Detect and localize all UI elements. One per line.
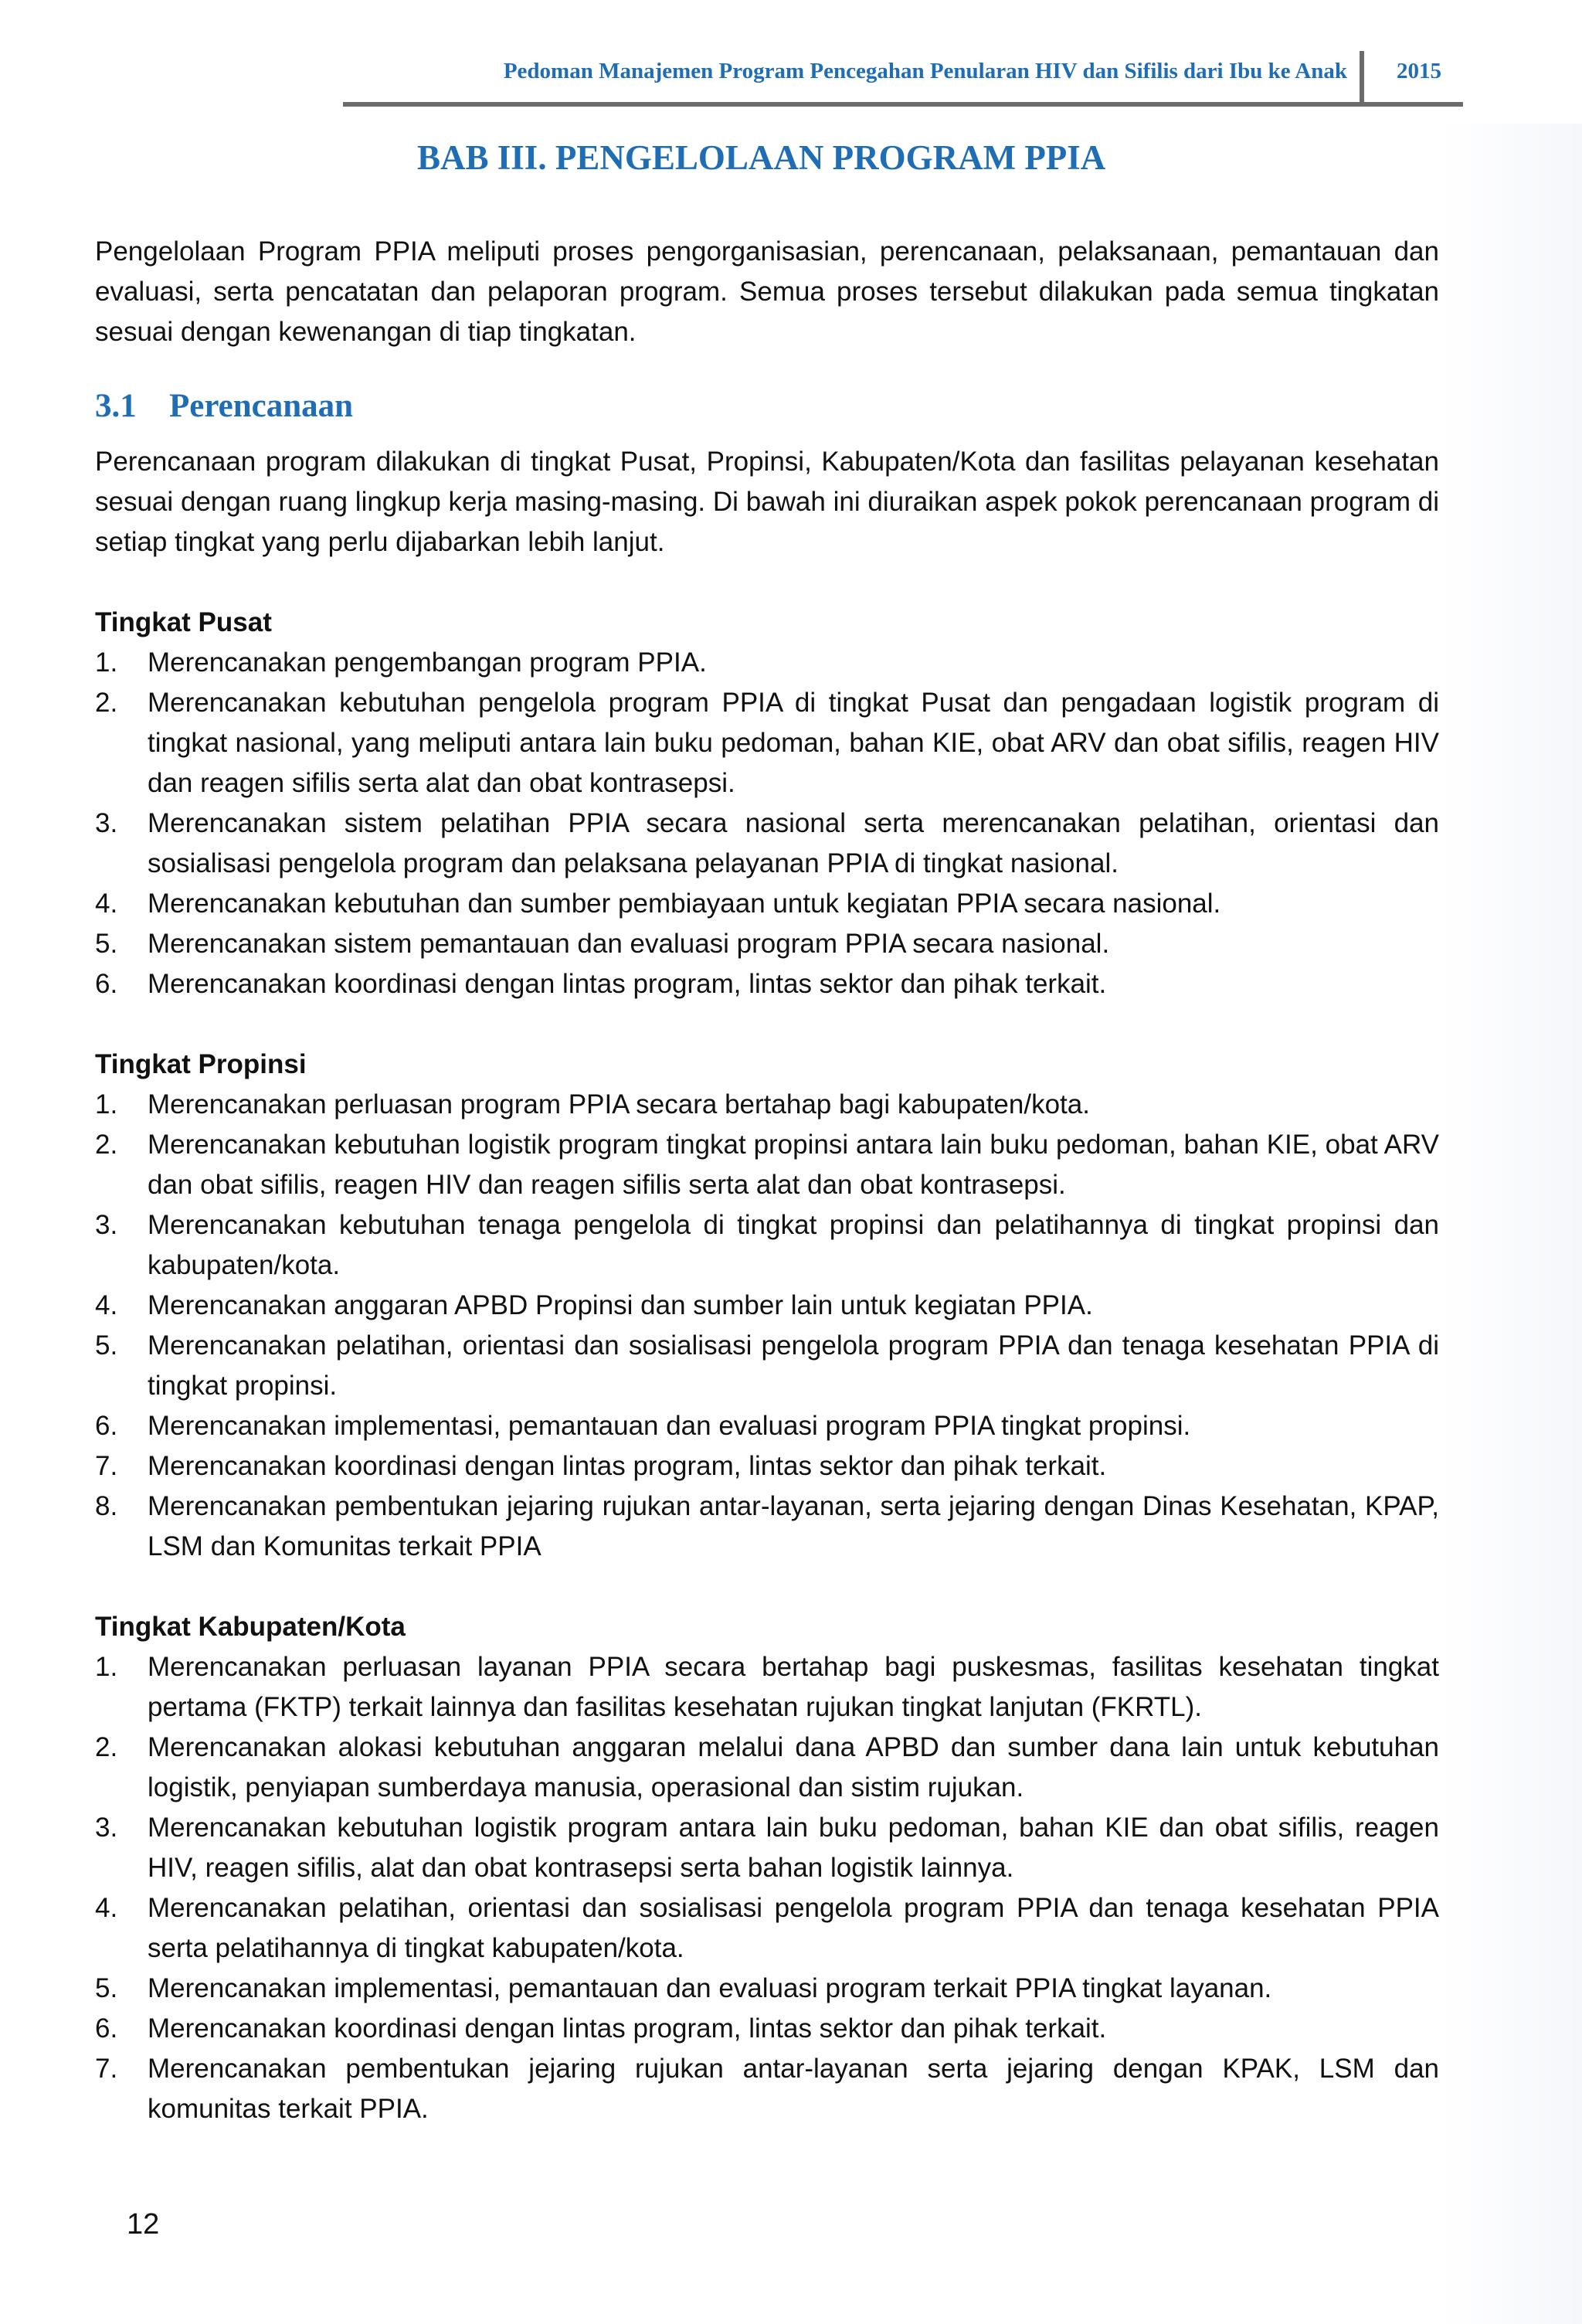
header-year: 2015 (1397, 59, 1441, 83)
list-text: Merencanakan sistem pelatihan PPIA secara nasional serta merencanakan pelatihan, orientasi dan sosialisasi pengelola program dan pelaksana pelayanan PPIA di tingkat nasional. (148, 808, 1439, 878)
list-number: 1. (95, 1652, 118, 1682)
list-item (95, 1205, 1439, 1286)
list-text: Merencanakan pembentukan jejaring rujukan antar-layanan, serta jejaring dengan Dinas Kesehatan, KPAP, LSM dan Komunitas terkait PPIA (148, 1491, 1439, 1561)
section-intro: Perencanaan program dilakukan di tingkat Pusat, Propinsi, Kabupaten/Kota dan fasilitas pelayanan kesehatan sesuai dengan ruang lingkup kerja masing-masing. Di bawah ini diuraikan aspek pokok perencanaan program di setiap tingkat yang perlu dijabarkan lebih lanjut. (95, 447, 1439, 557)
list-text: Merencanakan pengembangan program PPIA. (148, 647, 707, 678)
list-item (95, 1125, 1439, 1205)
list-text: Merencanakan kebutuhan pengelola program PPIA di tingkat Pusat dan pengadaan logistik program di tingkat nasional, yang meliputi antara lain buku pedoman, bahan KIE, obat ARV dan obat sifilis, reagen HIV dan reagen sifilis serta alat dan obat kontrasepsi. (148, 688, 1439, 798)
list-number: 6. (95, 969, 118, 999)
list-text: Merencanakan koordinasi dengan lintas program, lintas sektor dan pihak terkait. (148, 1451, 1107, 1481)
group-heading: Tingkat Pusat (95, 607, 272, 637)
header-rule (343, 102, 1463, 107)
list-number: 5. (95, 1330, 118, 1361)
list-item (95, 1647, 1439, 1728)
list-number: 8. (95, 1491, 118, 1521)
list-number: 5. (95, 929, 118, 959)
list-number: 4. (95, 1290, 118, 1320)
list-item (95, 2049, 1439, 2129)
list-number: 4. (95, 1893, 118, 1923)
list-number: 3. (95, 1813, 118, 1843)
document-body (95, 232, 1439, 2129)
list-item (95, 1969, 1439, 2009)
header-title: Pedoman Manajemen Program Pencegahan Penularan HIV dan Sifilis dari Ibu ke Anak (503, 59, 1347, 83)
group-kabupaten-kota (95, 1607, 1439, 2129)
list-text: Merencanakan perluasan program PPIA secara bertahap bagi kabupaten/kota. (148, 1089, 1090, 1120)
list-item (95, 1326, 1439, 1406)
group-pusat (95, 603, 1439, 1004)
intro-paragraph: Pengelolaan Program PPIA meliputi proses pengorganisasian, perencanaan, pelaksanaan, pemantauan dan evaluasi, serta pencatatan dan pelaporan program. Semua proses tersebut dilakukan pada semua tingkatan sesuai dengan kewenangan di tiap tingkatan. (95, 236, 1439, 347)
numbered-list (95, 1085, 1439, 1567)
list-item (95, 643, 1439, 683)
list-item (95, 1808, 1439, 1888)
list-number: 5. (95, 1973, 118, 2003)
list-item (95, 1406, 1439, 1446)
list-text: Merencanakan sistem pemantauan dan evaluasi program PPIA secara nasional. (148, 929, 1110, 959)
page-number: 12 (127, 2208, 160, 2241)
list-text: Merencanakan anggaran APBD Propinsi dan sumber lain untuk kegiatan PPIA. (148, 1290, 1093, 1320)
list-text: Merencanakan kebutuhan logistik program tingkat propinsi antara lain buku pedoman, bahan KIE, obat ARV dan obat sifilis, reagen HIV dan reagen sifilis serta alat dan obat kontrasepsi. (148, 1130, 1439, 1200)
list-item (95, 1286, 1439, 1326)
header-divider (1360, 51, 1364, 107)
list-number: 6. (95, 1411, 118, 1441)
list-text: Merencanakan pelatihan, orientasi dan sosialisasi pengelola program PPIA dan tenaga kesehatan PPIA di tingkat propinsi. (148, 1330, 1439, 1401)
page-edge-shadow (1443, 124, 1582, 2324)
list-text: Merencanakan perluasan layanan PPIA secara bertahap bagi puskesmas, fasilitas kesehatan tingkat pertama (FKTP) terkait lainnya dan fasilitas kesehatan rujukan tingkat lanjutan (FKRTL). (148, 1652, 1439, 1722)
list-item (95, 1888, 1439, 1969)
list-item (95, 1085, 1439, 1125)
list-number: 7. (95, 2054, 118, 2084)
list-item (95, 1446, 1439, 1486)
list-text: Merencanakan implementasi, pemantauan dan evaluasi program PPIA tingkat propinsi. (148, 1411, 1191, 1441)
section-heading (95, 383, 1439, 430)
group-propinsi (95, 1045, 1439, 1567)
list-number: 3. (95, 1210, 118, 1240)
group-heading: Tingkat Propinsi (95, 1049, 307, 1079)
list-number: 3. (95, 808, 118, 838)
list-text: Merencanakan implementasi, pemantauan dan evaluasi program terkait PPIA tingkat layanan. (148, 1973, 1272, 2003)
list-item (95, 804, 1439, 884)
list-number: 2. (95, 688, 118, 718)
group-heading: Tingkat Kabupaten/Kota (95, 1612, 406, 1642)
list-item (95, 964, 1439, 1004)
running-header (343, 51, 1463, 107)
list-number: 6. (95, 2013, 118, 2044)
list-number: 2. (95, 1732, 118, 1762)
list-text: Merencanakan pembentukan jejaring rujukan antar-layanan serta jejaring dengan KPAK, LSM dan komunitas terkait PPIA. (148, 2054, 1439, 2124)
section-title: Perencanaan (169, 388, 354, 424)
list-text: Merencanakan kebutuhan tenaga pengelola di tingkat propinsi dan pelatihannya di tingkat propinsi dan kabupaten/kota. (148, 1210, 1439, 1280)
list-text: Merencanakan koordinasi dengan lintas program, lintas sektor dan pihak terkait. (148, 969, 1107, 999)
list-number: 1. (95, 647, 118, 678)
list-number: 4. (95, 888, 118, 919)
list-item (95, 2009, 1439, 2049)
list-item (95, 924, 1439, 964)
list-text: Merencanakan kebutuhan logistik program antara lain buku pedoman, bahan KIE dan obat sifilis, reagen HIV, reagen sifilis, alat dan obat kontrasepsi serta bahan logistik lainnya. (148, 1813, 1439, 1883)
list-number: 2. (95, 1130, 118, 1160)
section-number: 3.1 (95, 388, 137, 424)
list-number: 7. (95, 1451, 118, 1481)
list-number: 1. (95, 1089, 118, 1120)
list-item (95, 1486, 1439, 1567)
numbered-list (95, 1647, 1439, 2129)
chapter-title: BAB III. PENGELOLAAN PROGRAM PPIA (417, 138, 1106, 177)
list-item (95, 884, 1439, 924)
list-text: Merencanakan koordinasi dengan lintas program, lintas sektor dan pihak terkait. (148, 2013, 1107, 2044)
list-text: Merencanakan pelatihan, orientasi dan sosialisasi pengelola program PPIA dan tenaga kesehatan PPIA serta pelatihannya di tingkat kabupaten/kota. (148, 1893, 1439, 1963)
numbered-list (95, 643, 1439, 1004)
list-text: Merencanakan kebutuhan dan sumber pembiayaan untuk kegiatan PPIA secara nasional. (148, 888, 1221, 919)
list-text: Merencanakan alokasi kebutuhan anggaran melalui dana APBD dan sumber dana lain untuk kebutuhan logistik, penyiapan sumberdaya manusia, operasional dan sistim rujukan. (148, 1732, 1439, 1802)
list-item (95, 1728, 1439, 1808)
list-item (95, 683, 1439, 804)
